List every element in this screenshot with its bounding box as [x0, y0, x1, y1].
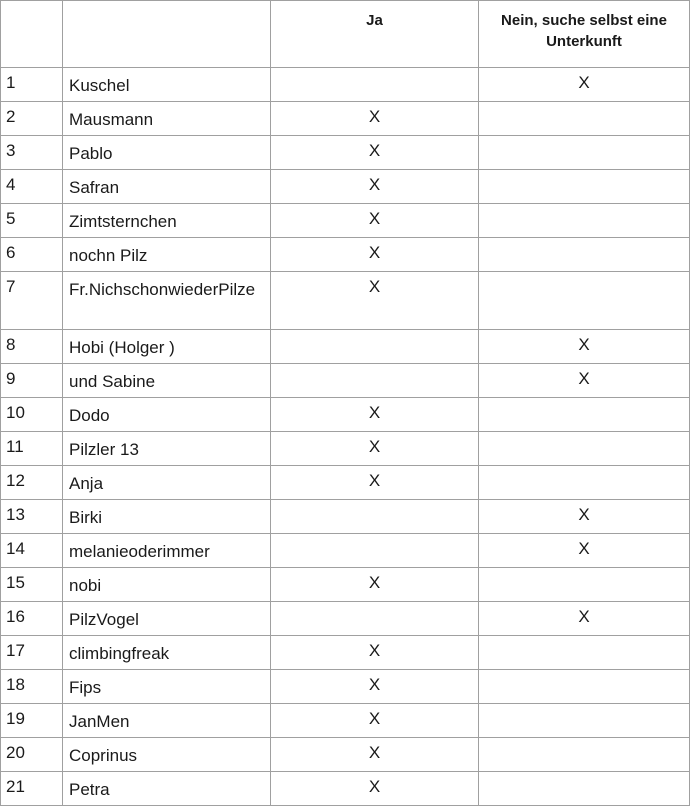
row-nein-mark [479, 170, 690, 204]
row-number: 8 [1, 330, 63, 364]
table-row [1, 466, 690, 500]
table-row [1, 170, 690, 204]
row-number: 17 [1, 636, 63, 670]
row-ja-mark: X [271, 772, 479, 806]
table-row [1, 364, 690, 398]
row-nein-mark: X [479, 330, 690, 364]
row-name: nobi [63, 568, 271, 602]
row-name: Zimtsternchen [63, 204, 271, 238]
row-nein-mark: X [479, 602, 690, 636]
row-number: 19 [1, 704, 63, 738]
row-nein-mark [479, 568, 690, 602]
header-nein: Nein, suche selbst eine Unterkunft [479, 1, 690, 68]
row-number: 21 [1, 772, 63, 806]
row-nein-mark [479, 432, 690, 466]
row-nein-mark [479, 738, 690, 772]
row-number: 18 [1, 670, 63, 704]
row-ja-mark [271, 602, 479, 636]
row-ja-mark: X [271, 466, 479, 500]
row-name: Birki [63, 500, 271, 534]
row-ja-mark: X [271, 170, 479, 204]
row-name: JanMen [63, 704, 271, 738]
table-row [1, 636, 690, 670]
row-name: Dodo [63, 398, 271, 432]
row-ja-mark: X [271, 238, 479, 272]
row-ja-mark: X [271, 704, 479, 738]
row-number: 4 [1, 170, 63, 204]
table-row [1, 238, 690, 272]
row-number: 1 [1, 68, 63, 102]
row-name: melanieoderimmer [63, 534, 271, 568]
row-ja-mark: X [271, 102, 479, 136]
table-row [1, 432, 690, 466]
table-row [1, 136, 690, 170]
row-number: 7 [1, 272, 63, 330]
table-row [1, 204, 690, 238]
row-nein-mark [479, 238, 690, 272]
header-name [63, 1, 271, 68]
row-name: climbingfreak [63, 636, 271, 670]
row-number: 15 [1, 568, 63, 602]
row-number: 2 [1, 102, 63, 136]
row-name: Safran [63, 170, 271, 204]
table-row [1, 534, 690, 568]
header-row [1, 1, 690, 68]
table-row [1, 568, 690, 602]
table-row [1, 330, 690, 364]
row-ja-mark [271, 534, 479, 568]
table-row [1, 500, 690, 534]
table-row [1, 602, 690, 636]
row-number: 3 [1, 136, 63, 170]
row-ja-mark: X [271, 636, 479, 670]
row-name: Fips [63, 670, 271, 704]
row-nein-mark [479, 772, 690, 806]
row-nein-mark [479, 204, 690, 238]
row-ja-mark [271, 500, 479, 534]
row-number: 13 [1, 500, 63, 534]
row-number: 9 [1, 364, 63, 398]
table-row [1, 68, 690, 102]
row-name: Fr.NichschonwiederPilze [63, 272, 271, 330]
row-name: und Sabine [63, 364, 271, 398]
row-name: Mausmann [63, 102, 271, 136]
row-ja-mark [271, 68, 479, 102]
row-ja-mark: X [271, 568, 479, 602]
row-nein-mark: X [479, 500, 690, 534]
row-number: 20 [1, 738, 63, 772]
row-nein-mark [479, 136, 690, 170]
row-name: Petra [63, 772, 271, 806]
row-ja-mark: X [271, 204, 479, 238]
row-number: 6 [1, 238, 63, 272]
row-name: Anja [63, 466, 271, 500]
table-row [1, 738, 690, 772]
row-ja-mark [271, 364, 479, 398]
row-name: nochn Pilz [63, 238, 271, 272]
table-row [1, 670, 690, 704]
row-number: 10 [1, 398, 63, 432]
row-nein-mark [479, 102, 690, 136]
row-name: Kuschel [63, 68, 271, 102]
row-nein-mark [479, 466, 690, 500]
table-row [1, 272, 690, 330]
row-number: 14 [1, 534, 63, 568]
row-nein-mark [479, 670, 690, 704]
row-nein-mark [479, 272, 690, 330]
row-name: Pablo [63, 136, 271, 170]
header-ja: Ja [271, 1, 479, 68]
row-ja-mark [271, 330, 479, 364]
row-name: Coprinus [63, 738, 271, 772]
row-name: Hobi (Holger ) [63, 330, 271, 364]
row-nein-mark [479, 704, 690, 738]
row-number: 11 [1, 432, 63, 466]
row-number: 5 [1, 204, 63, 238]
row-number: 12 [1, 466, 63, 500]
row-ja-mark: X [271, 398, 479, 432]
row-ja-mark: X [271, 432, 479, 466]
row-ja-mark: X [271, 670, 479, 704]
row-ja-mark: X [271, 738, 479, 772]
row-name: PilzVogel [63, 602, 271, 636]
row-nein-mark: X [479, 364, 690, 398]
row-nein-mark: X [479, 68, 690, 102]
header-number [1, 1, 63, 68]
table-row [1, 704, 690, 738]
table-row [1, 772, 690, 806]
row-number: 16 [1, 602, 63, 636]
row-ja-mark: X [271, 272, 479, 330]
row-nein-mark: X [479, 534, 690, 568]
row-name: Pilzler 13 [63, 432, 271, 466]
table-row [1, 102, 690, 136]
table-row [1, 398, 690, 432]
row-ja-mark: X [271, 136, 479, 170]
row-nein-mark [479, 398, 690, 432]
row-nein-mark [479, 636, 690, 670]
